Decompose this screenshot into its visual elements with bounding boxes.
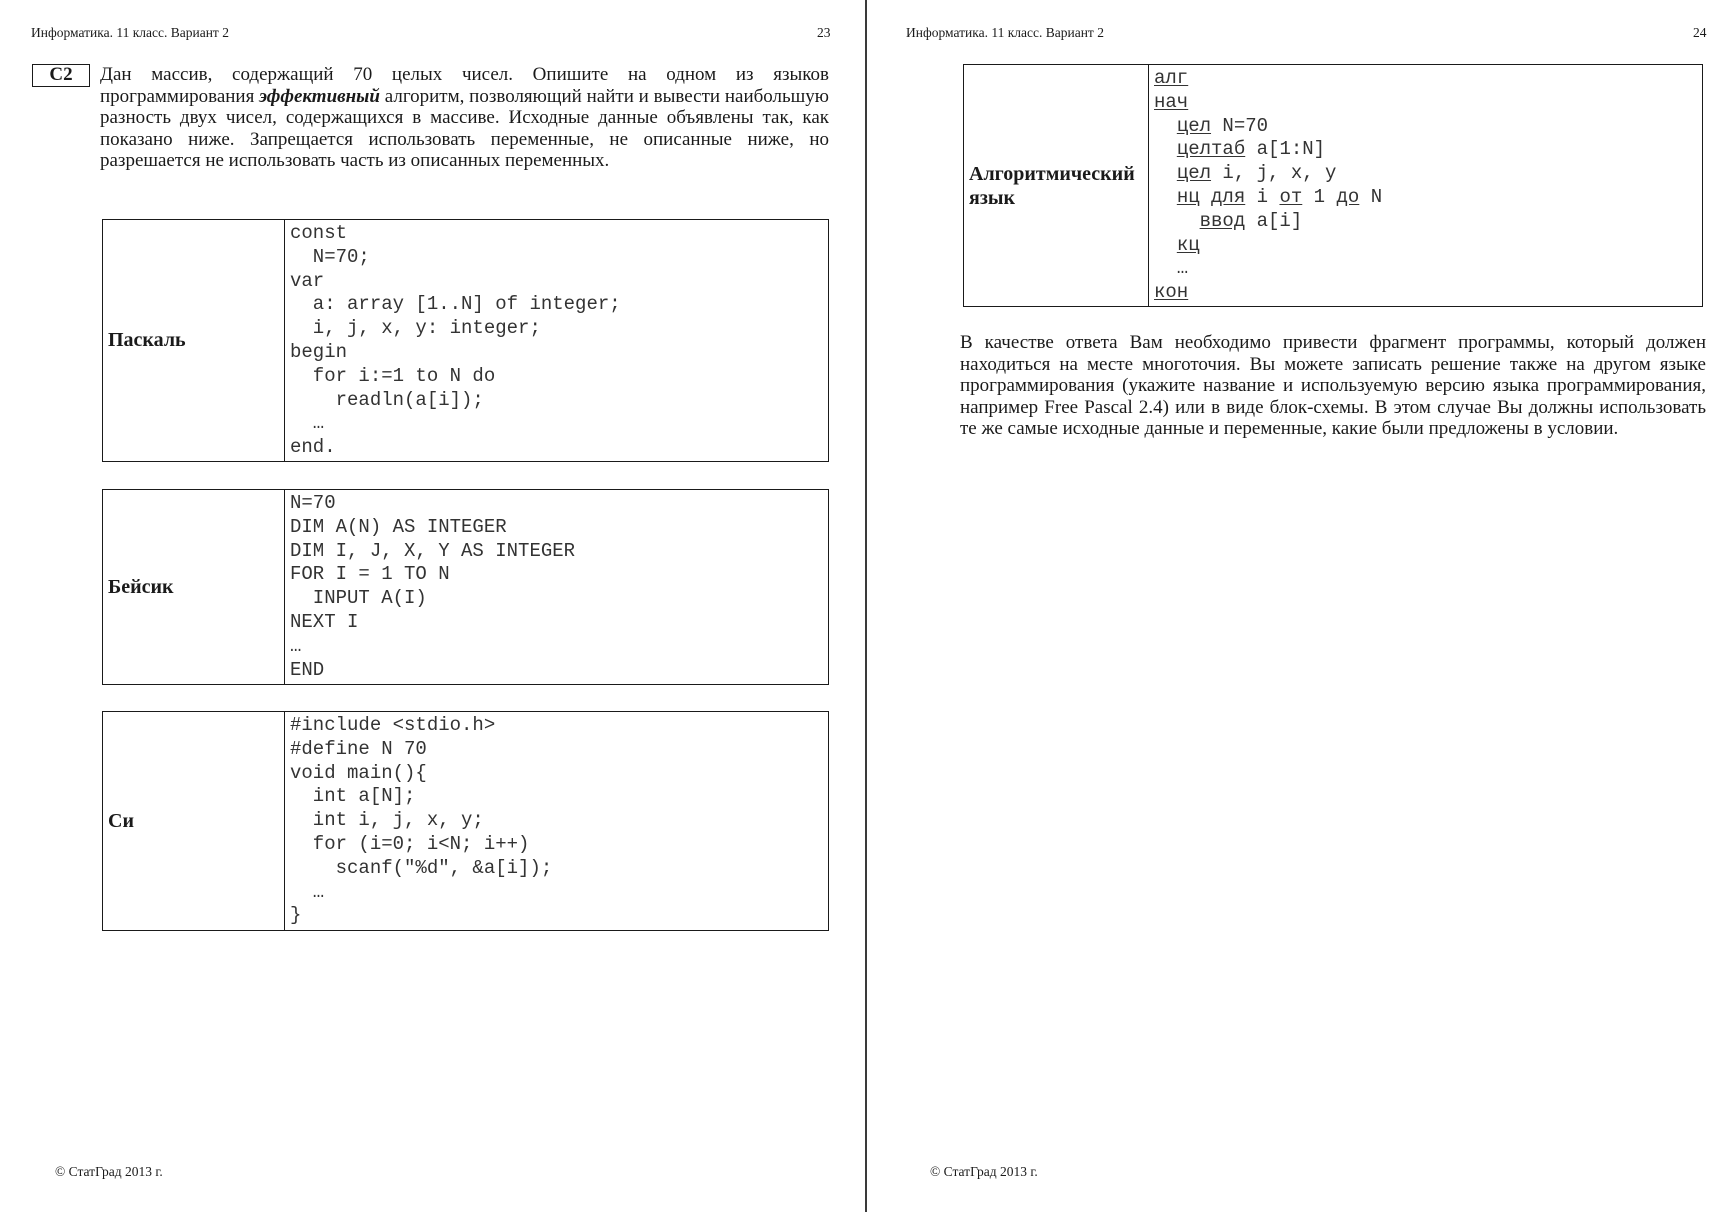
code-line: var: [290, 269, 325, 292]
code-text: [1154, 115, 1177, 137]
code-text: [1200, 186, 1211, 208]
code-text: a[1:N]: [1245, 138, 1326, 161]
code-line: #define N 70: [290, 737, 427, 760]
code-text: [1154, 138, 1177, 160]
left-page: [0, 0, 865, 1212]
code-line: INPUT A(I): [290, 587, 427, 610]
basic-code-block: [285, 490, 829, 685]
code-line: [1154, 91, 1702, 115]
code-line: …: [290, 880, 325, 903]
footer-right: © СтатГрад 2013 г.: [930, 1164, 1038, 1179]
page-header-right: Информатика. 11 класс. Вариант 2: [906, 25, 1104, 40]
code-line: const: [290, 222, 348, 244]
task-description: [100, 64, 829, 172]
footer-left: © СтатГрад 2013 г.: [55, 1164, 163, 1179]
code-line: [1154, 257, 1702, 281]
keyword: кон: [1154, 281, 1189, 304]
code-text: N: [1359, 185, 1383, 208]
alg-code-block: [1149, 65, 1703, 307]
code-line: [1154, 162, 1702, 186]
intro-emphasis: эффективный: [259, 85, 380, 107]
code-line: [1154, 234, 1702, 258]
keyword: алг: [1154, 67, 1189, 89]
keyword: до: [1336, 185, 1360, 208]
page-number-right: 24: [1693, 25, 1707, 40]
code-line: for (i=0; i<N; i++): [290, 832, 530, 855]
pascal-code-block: [285, 220, 829, 462]
code-line: END: [290, 658, 325, 681]
code-text: [1154, 162, 1177, 184]
code-line: end.: [290, 436, 336, 459]
keyword: кц: [1176, 233, 1200, 256]
keyword: цел: [1176, 114, 1212, 137]
code-text: i, j, x, y: [1211, 162, 1337, 185]
code-text: [1154, 210, 1200, 232]
keyword: нач: [1154, 90, 1189, 113]
code-line: DIM I, J, X, Y AS INTEGER: [290, 539, 576, 562]
keyword: целтаб: [1176, 138, 1246, 161]
code-line: }: [290, 904, 302, 927]
code-line: [1154, 210, 1702, 234]
code-text: [1154, 186, 1177, 208]
basic-label: Бейсик: [103, 490, 285, 685]
code-line: …: [290, 634, 302, 657]
page-header-left: Информатика. 11 класс. Вариант 2: [31, 25, 229, 40]
page-number-left: 23: [817, 25, 831, 40]
c-label: Си: [103, 712, 285, 931]
keyword: цел: [1176, 162, 1212, 185]
code-line: readln(a[i]);: [290, 388, 484, 411]
intro-text-end: алгоритм, позволяющий найти и вывести наибольшую разность двух чисел, содержащихся в массиве. Исходные данные объявлены так, как показано ниже. Запрещается использовать переменные, не описанные ниже, но разрешается не использовать часть из описанных переменных.: [100, 85, 829, 172]
c-code-table: [102, 711, 829, 931]
code-line: N=70;: [290, 245, 370, 268]
code-line: for i:=1 to N do: [290, 364, 496, 387]
code-line: [1154, 115, 1702, 139]
pascal-code-table: [102, 219, 829, 462]
code-text: [1154, 234, 1177, 256]
code-line: void main(){: [290, 761, 427, 784]
code-text: …: [1154, 257, 1189, 280]
code-line: FOR I = 1 TO N: [290, 563, 450, 586]
code-line: #include <stdio.h>: [290, 714, 496, 736]
code-line: int i, j, x, y;: [290, 809, 484, 832]
code-line: begin: [290, 340, 348, 363]
code-line: [1154, 281, 1702, 305]
keyword: от: [1279, 185, 1303, 208]
code-line: [1154, 186, 1702, 210]
alg-label: Алгоритмический язык: [964, 65, 1149, 307]
code-line: a: array [1..N] of integer;: [290, 293, 621, 316]
pascal-label: Паскаль: [103, 220, 285, 462]
code-text: a[i]: [1245, 209, 1303, 232]
code-line: DIM A(N) AS INTEGER: [290, 515, 507, 538]
c-code-block: [285, 712, 829, 931]
task-label: С2: [32, 64, 90, 87]
code-line: [1154, 138, 1702, 162]
code-text: N=70: [1211, 114, 1269, 137]
keyword: нц: [1176, 185, 1200, 208]
code-line: [1154, 67, 1702, 91]
code-line: i, j, x, y: integer;: [290, 317, 541, 340]
code-line: …: [290, 412, 325, 435]
basic-code-table: [102, 489, 829, 685]
alg-code-table: [963, 64, 1703, 307]
code-line: int a[N];: [290, 785, 416, 808]
keyword: для: [1211, 185, 1246, 208]
code-line: scanf("%d", &a[i]);: [290, 856, 553, 879]
code-line: NEXT I: [290, 610, 359, 633]
intro-text-start: Дан массив, содержащий 70 целых чисел. Опишите на одном из языков программирования: [100, 64, 829, 107]
code-text: i: [1245, 185, 1280, 208]
right-page: [867, 0, 1733, 1212]
code-line: N=70: [290, 492, 336, 514]
answer-instructions: В качестве ответа Вам необходимо привести фрагмент программы, который должен находиться на месте многоточия. Вы можете записать решение также на другом языке программирования (укажите название и используемую версию языка программирования, например Free Pascal 2.4) или в виде блок-схемы. В этом случае Вы должны использовать те же самые исходные данные и переменные, какие были предложены в условии.: [960, 332, 1706, 440]
keyword: ввод: [1199, 209, 1246, 232]
code-text: 1: [1302, 185, 1337, 208]
